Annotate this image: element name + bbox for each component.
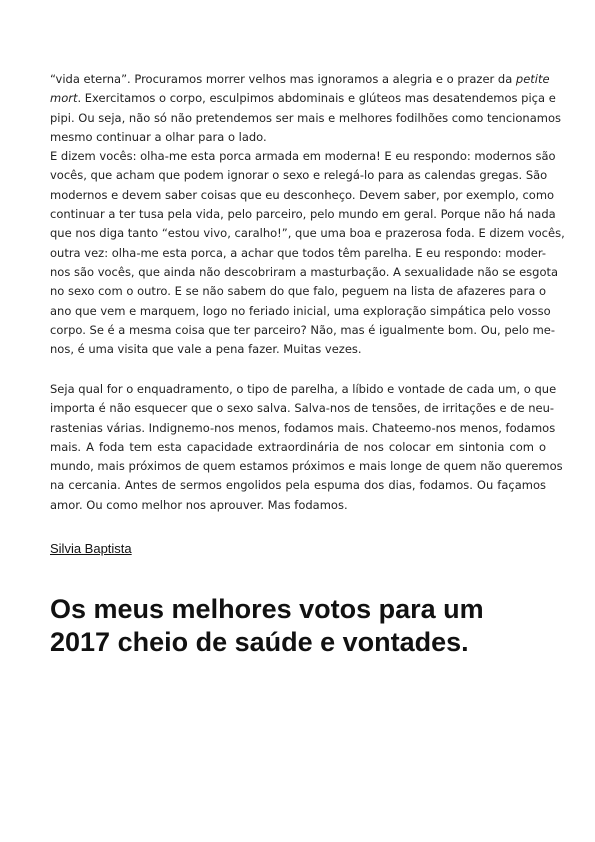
paragraph-line: nos são vocês, que ainda não descobriram a masturbação. A sexualidade não se esgota bbox=[50, 264, 559, 279]
paragraph-line bbox=[50, 70, 550, 89]
paragraph-line: rastenias várias. Indignemo-nos menos, fodamos mais. Chateemo-nos menos, fodamos bbox=[50, 420, 556, 435]
paragraph-line: no sexo com o outro. E se não sabem do que falo, peguem na lista de afazeres para o bbox=[50, 284, 546, 299]
paragraph-line-text: “vida eterna”. Procuramos morrer velhos mas ignoramos a alegria e o prazer da bbox=[50, 72, 516, 86]
article-paragraph-1 bbox=[50, 70, 565, 359]
paragraph-line: Seja qual for o enquadramento, o tipo de parelha, a líbido e vontade de cada um, o que bbox=[50, 382, 557, 396]
paragraph-line bbox=[50, 89, 556, 108]
paragraph-line: importa é não esquecer que o sexo salva. Salva-nos de tensões, de irritações e de neu- bbox=[50, 401, 555, 416]
paragraph-line: corpo. Se é a mesma coisa que ter parceiro? Não, mas é igualmente bom. Ou, pelo me- bbox=[50, 322, 556, 337]
paragraph-line: que nos diga tanto “estou vivo, caralho!”, que uma boa e prazerosa foda. E dizem vocês, bbox=[50, 226, 565, 241]
paragraph-line: mundo, mais próximos de quem estamos próximos e mais longe de quem não queremos bbox=[50, 459, 563, 474]
author-link[interactable]: Silvia Baptista bbox=[50, 541, 132, 556]
paragraph-line: amor. Ou como melhor nos aprouver. Mas fodamos. bbox=[50, 497, 348, 512]
paragraph-line: mais. A foda tem esta capacidade extraordinária de nos colocar em sintonia com o bbox=[50, 439, 546, 454]
italic-text: petite bbox=[515, 72, 550, 86]
paragraph-line: vocês, que acham que podem ignorar o sexo e relegá-lo para as calendas gregas. São bbox=[50, 168, 548, 183]
article-paragraph-2 bbox=[50, 380, 563, 515]
paragraph-line: outra vez: olha-me esta porca, a achar que todos têm parelha. E eu respondo: moder- bbox=[50, 245, 546, 260]
paragraph-line: E dizem vocês: olha-me esta porca armada em moderna! E eu respondo: modernos são bbox=[50, 149, 556, 164]
italic-text: mort bbox=[50, 91, 78, 106]
paragraph-line: continuar a ter tusa pela vida, pelo parceiro, pelo mundo em geral. Porque não há nada bbox=[50, 207, 556, 222]
paragraph-line: pipi. Ou seja, não só não pretendemos ser mais e melhores fodilhões como tencionamos bbox=[50, 110, 561, 125]
paragraph-line: modernos e devem saber coisas que eu desconheço. Devem saber, por exemplo, como bbox=[50, 187, 555, 202]
paragraph-line: mesmo continuar a olhar para o lado. bbox=[50, 129, 267, 144]
paragraph-line: na cercania. Antes de sermos engolidos pela espuma dos dias, fodamos. Ou façamos bbox=[50, 478, 546, 493]
paragraph-line-text: . Exercitamos o corpo, esculpimos abdominais e glúteos mas desatendemos piça e bbox=[77, 91, 556, 106]
headline bbox=[50, 593, 550, 659]
headline-line: Os meus melhores votos para um bbox=[50, 594, 484, 625]
headline-line: 2017 cheio de saúde e vontades. bbox=[50, 627, 469, 658]
paragraph-line: nos, é uma visita que vale a pena fazer. Muitas vezes. bbox=[50, 342, 362, 357]
paragraph-line: ano que vem e marquem, logo no feriado inicial, uma exploração simpática pelo vosso bbox=[50, 303, 551, 318]
